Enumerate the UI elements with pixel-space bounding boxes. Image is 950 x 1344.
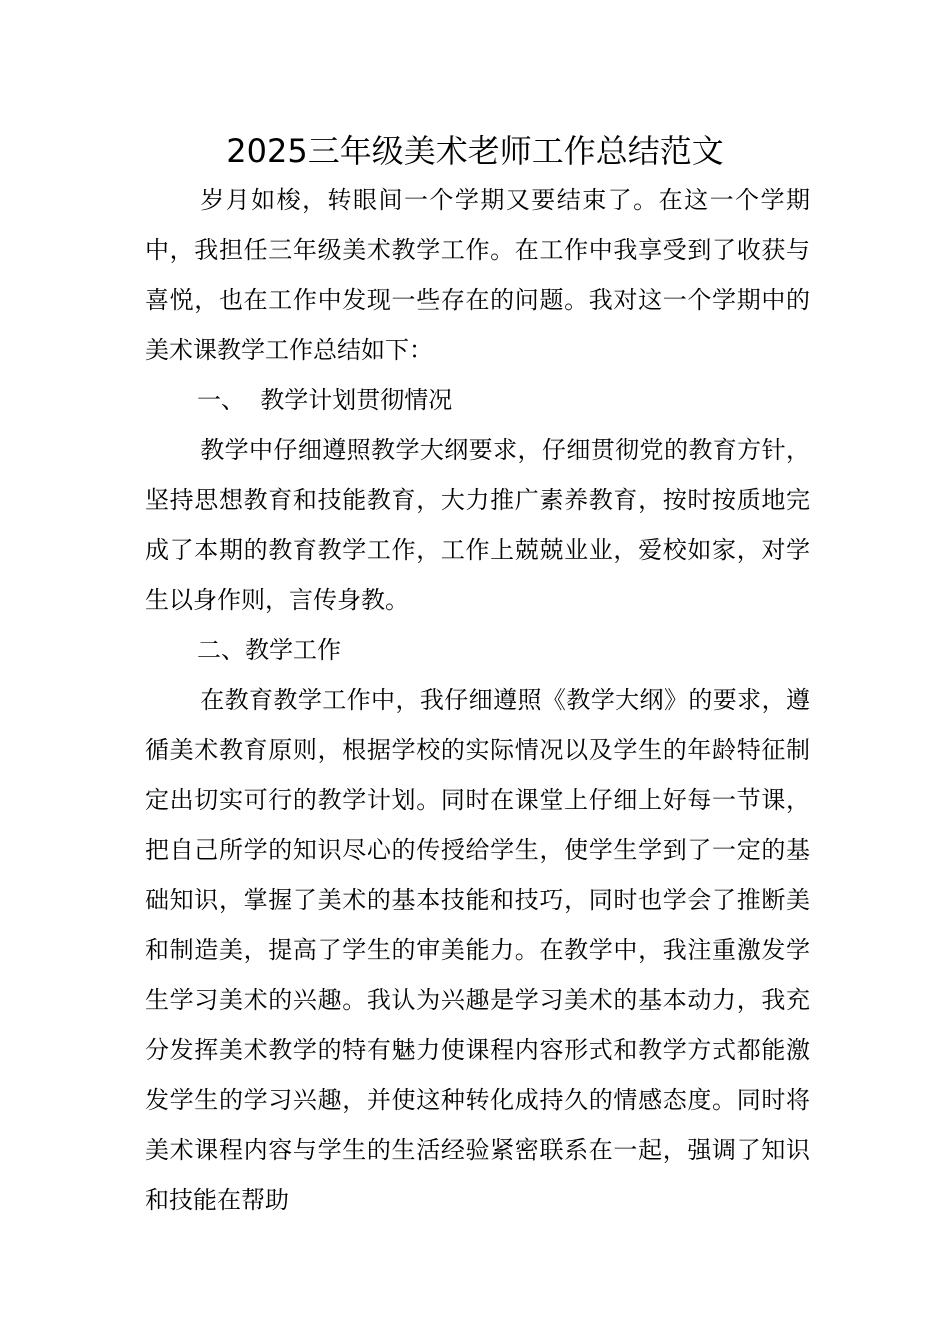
section-heading-2: 二、教学工作 — [197, 636, 341, 664]
paragraph-teaching: 在教育教学工作中，我仔细遵照《教学大纲》的要求，遵循美术教育原则，根据学校的实际情况以及学生的年龄特征制定出切实可行的教学计划。同时在课堂上仔细上好每一节课，把自己所学的知识尽心的传授给学生，使学生学到了一定的基础知识，掌握了美术的基本技能和技巧，同时也学会了推断美和制造美，提高了学生的审美能力。在教学中，我注重激发学生学习美术的兴趣。我认为兴趣是学习美术的基本动力，我充分发挥美术教学的特有魅力使课程内容形式和教学方式都能激发学生的学习兴趣，并使这种转化成持久的情感态度。同时将美术课程内容与学生的生活经验紧密联系在一起，强调了知识和技能在帮助 — [145, 686, 810, 1214]
section-heading-1: 一、 教学计划贯彻情况 — [197, 386, 453, 414]
paragraph-intro: 岁月如梭，转眼间一个学期又要结束了。在这一个学期中，我担任三年级美术教学工作。在工作中我享受到了收获与喜悦，也在工作中发现一些存在的问题。我对这一个学期中的美术课教学工作总结如下： — [145, 186, 810, 364]
paragraph-plan: 教学中仔细遵照教学大纲要求，仔细贯彻党的教育方针，坚持思想教育和技能教育，大力推广素养教育，按时按质地完成了本期的教育教学工作，工作上兢兢业业，爱校如家，对学生以身作则，言传身教。 — [145, 436, 810, 614]
document-title: 2025三年级美术老师工作总结范文 — [226, 132, 724, 170]
document-body — [145, 175, 810, 1225]
